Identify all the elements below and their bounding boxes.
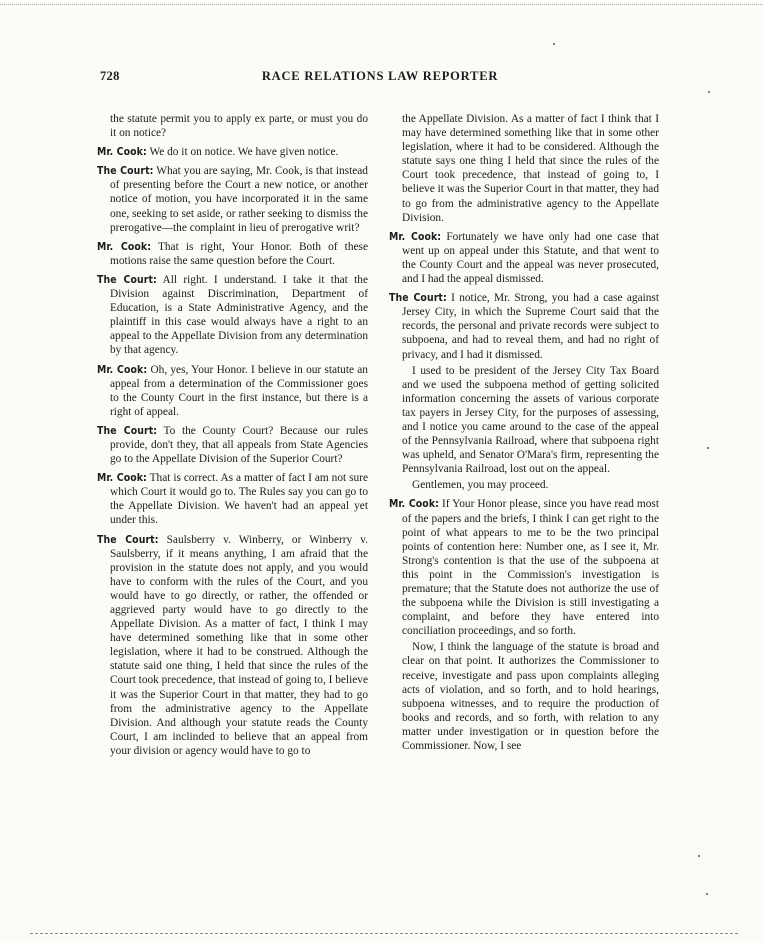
left-text-column xyxy=(97,112,368,763)
transcript-paragraph xyxy=(97,424,368,466)
paragraph-text: If Your Honor please, since you have read most of the papers and the briefs, I think I can get right to the point of what appears to me to be the two principal points of contention here: Number one, as I see it, Mr. Strong's contention is that the use of the subpoena at this point in the Commission's investigation is premature; that the Statute does not authorize the use of the subpoena while the Division is still investigating a complaint, and before they have entered into conciliation proceedings, and so forth. xyxy=(402,498,659,638)
right-text-column xyxy=(389,112,659,758)
paragraph-text: the Appellate Division. As a matter of fact I think that I may have determined something like that in some other legislation, where it had to be considered. Although the statute says one thing I held that since the rules of the Court took precedence, that instead of going to, I believe it was the Superior Court in that matter, they had to go from the administrative agency to the Appellate Division. xyxy=(402,113,659,224)
scan-speck xyxy=(553,43,555,45)
paragraph-text: Now, I think the language of the statute is broad and clear on that point. It authorizes the Commissioner to receive, investigate and pass upon complaints alleging acts of violation, and so forth, and to hold hearings, subpoena witnesses, and to require the production of books and records, and so forth, with relation to any matter under investigation or in question before the Commissioner. Now, I see xyxy=(402,641,659,753)
speaker-label: Mr. Cook: xyxy=(97,472,147,485)
speaker-label: Mr. Cook: xyxy=(97,146,147,159)
speaker-label: Mr. Cook: xyxy=(389,498,439,511)
transcript-paragraph xyxy=(97,273,368,358)
paragraph-text: That is right, Your Honor. Both of these motions raise the same question before the Court. xyxy=(110,240,368,267)
transcript-paragraph xyxy=(389,112,659,225)
transcript-paragraph xyxy=(389,478,659,492)
paragraph-text: That is correct. As a matter of fact I am not sure which Court it would go to. The Rules say you can go to the Appellate Division. We haven't had an appeal yet under this. xyxy=(110,472,368,527)
paragraph-text: I used to be president of the Jersey City Tax Board and we used the subpoena method of getting solicited information concerning the assets of various corporate tax payers in Jersey City, for the purposes of assessing, and I notice you came around to the case of the appeal of the Pennsylvania Railroad, where that subpoena right was upheld, and Senator O'Mara's firm, representing the Pennsylvania Railroad, lost out on the appeal. xyxy=(402,364,659,476)
paragraph-text: To the County Court? Because our rules provide, don't they, that all appeals from State Agencies go to the Appellate Division of the Superior Court? xyxy=(110,424,368,466)
paragraph-text: the statute permit you to apply ex parte, or must you do it on notice? xyxy=(110,113,368,140)
speaker-label: The Court: xyxy=(97,424,158,437)
transcript-paragraph xyxy=(389,497,659,638)
paragraph-text: Fortunately we have only had one case that went up on appeal under this Statute, and that went to the County Court and the appeal was never prosecuted, and I had the appeal dismissed. xyxy=(402,230,659,286)
scan-speck xyxy=(707,447,709,449)
transcript-paragraph xyxy=(389,364,659,477)
paragraph-text: All right. I understand. I take it that the Division against Discrimination, Department of Education, is a State Administrative Agency, and the plaintiff in this case would always have a right to an appeal to the Appellate Division from any determination by that agency. xyxy=(110,273,368,357)
paragraph-text: We do it on notice. We have given notice. xyxy=(149,146,339,159)
paragraph-text: I notice, Mr. Strong, you had a case against Jersey City, in which the Supreme Court said that the records, the personal and private records were subject to subpoena, and had to reveal them, and had no right of privacy, and I had it dismissed. xyxy=(402,292,660,361)
transcript-paragraph xyxy=(389,291,659,361)
top-dotted-rule xyxy=(0,4,763,5)
transcript-paragraph xyxy=(97,145,368,159)
transcript-paragraph xyxy=(97,164,368,234)
speaker-label: The Court: xyxy=(97,273,157,286)
scan-speck xyxy=(698,855,700,857)
bottom-scan-edge xyxy=(30,933,738,934)
scan-speck xyxy=(708,91,710,93)
paragraph-text: Gentlemen, you may proceed. xyxy=(412,479,549,492)
transcript-paragraph xyxy=(97,240,368,268)
page-header xyxy=(100,69,660,89)
paragraph-text: Saulsberry v. Winberry, or Winberry v. Saulsberry, if it means anything, I am afraid that the provision in the statute does not apply, and you would have to conform with the rules of the Court, and you would have to go directly, or rather, the offended or aggrieved party would have to go directly to the Appellate Division. As a matter of fact, I think I may have determined something like that in some other legislation, where it had to be construed. Although the statute said one thing, I held that since the rules of the Court took precedence, that instead of going to, I believe it was the Superior Court in that matter, they had to go from the administrative agency to the Appellate Division. And although your statute reads the County Court, I am inclinded to believe that an appeal from your division or agency would have to go to xyxy=(110,533,368,757)
speaker-label: The Court: xyxy=(97,165,154,178)
transcript-paragraph xyxy=(97,112,368,140)
paragraph-text: What you are saying, Mr. Cook, is that instead of presenting before the Court a new notice, or another notice of motion, you have incorporated it in the same one, seeking to set aside, or rather seeking to dismiss the prerogative—the complaint in lieu of prerogative writ? xyxy=(110,165,368,234)
scan-speck xyxy=(706,893,708,895)
speaker-label: The Court: xyxy=(389,292,447,305)
paragraph-text: Oh, yes, Your Honor. I believe in our statute an appeal from a determination of the Commissioner goes to the County Court in the first instance, but there is a right of appeal. xyxy=(110,363,368,418)
speaker-label: Mr. Cook: xyxy=(97,240,152,253)
transcript-paragraph xyxy=(389,640,659,753)
speaker-label: Mr. Cook: xyxy=(389,230,442,243)
running-head: RACE RELATIONS LAW REPORTER xyxy=(261,69,499,83)
transcript-paragraph xyxy=(97,363,368,419)
transcript-paragraph xyxy=(97,533,368,759)
transcript-paragraph xyxy=(97,471,368,527)
page-number: 728 xyxy=(100,69,120,83)
transcript-paragraph xyxy=(389,230,659,286)
speaker-label: Mr. Cook: xyxy=(97,363,148,376)
speaker-label: The Court: xyxy=(97,533,159,546)
